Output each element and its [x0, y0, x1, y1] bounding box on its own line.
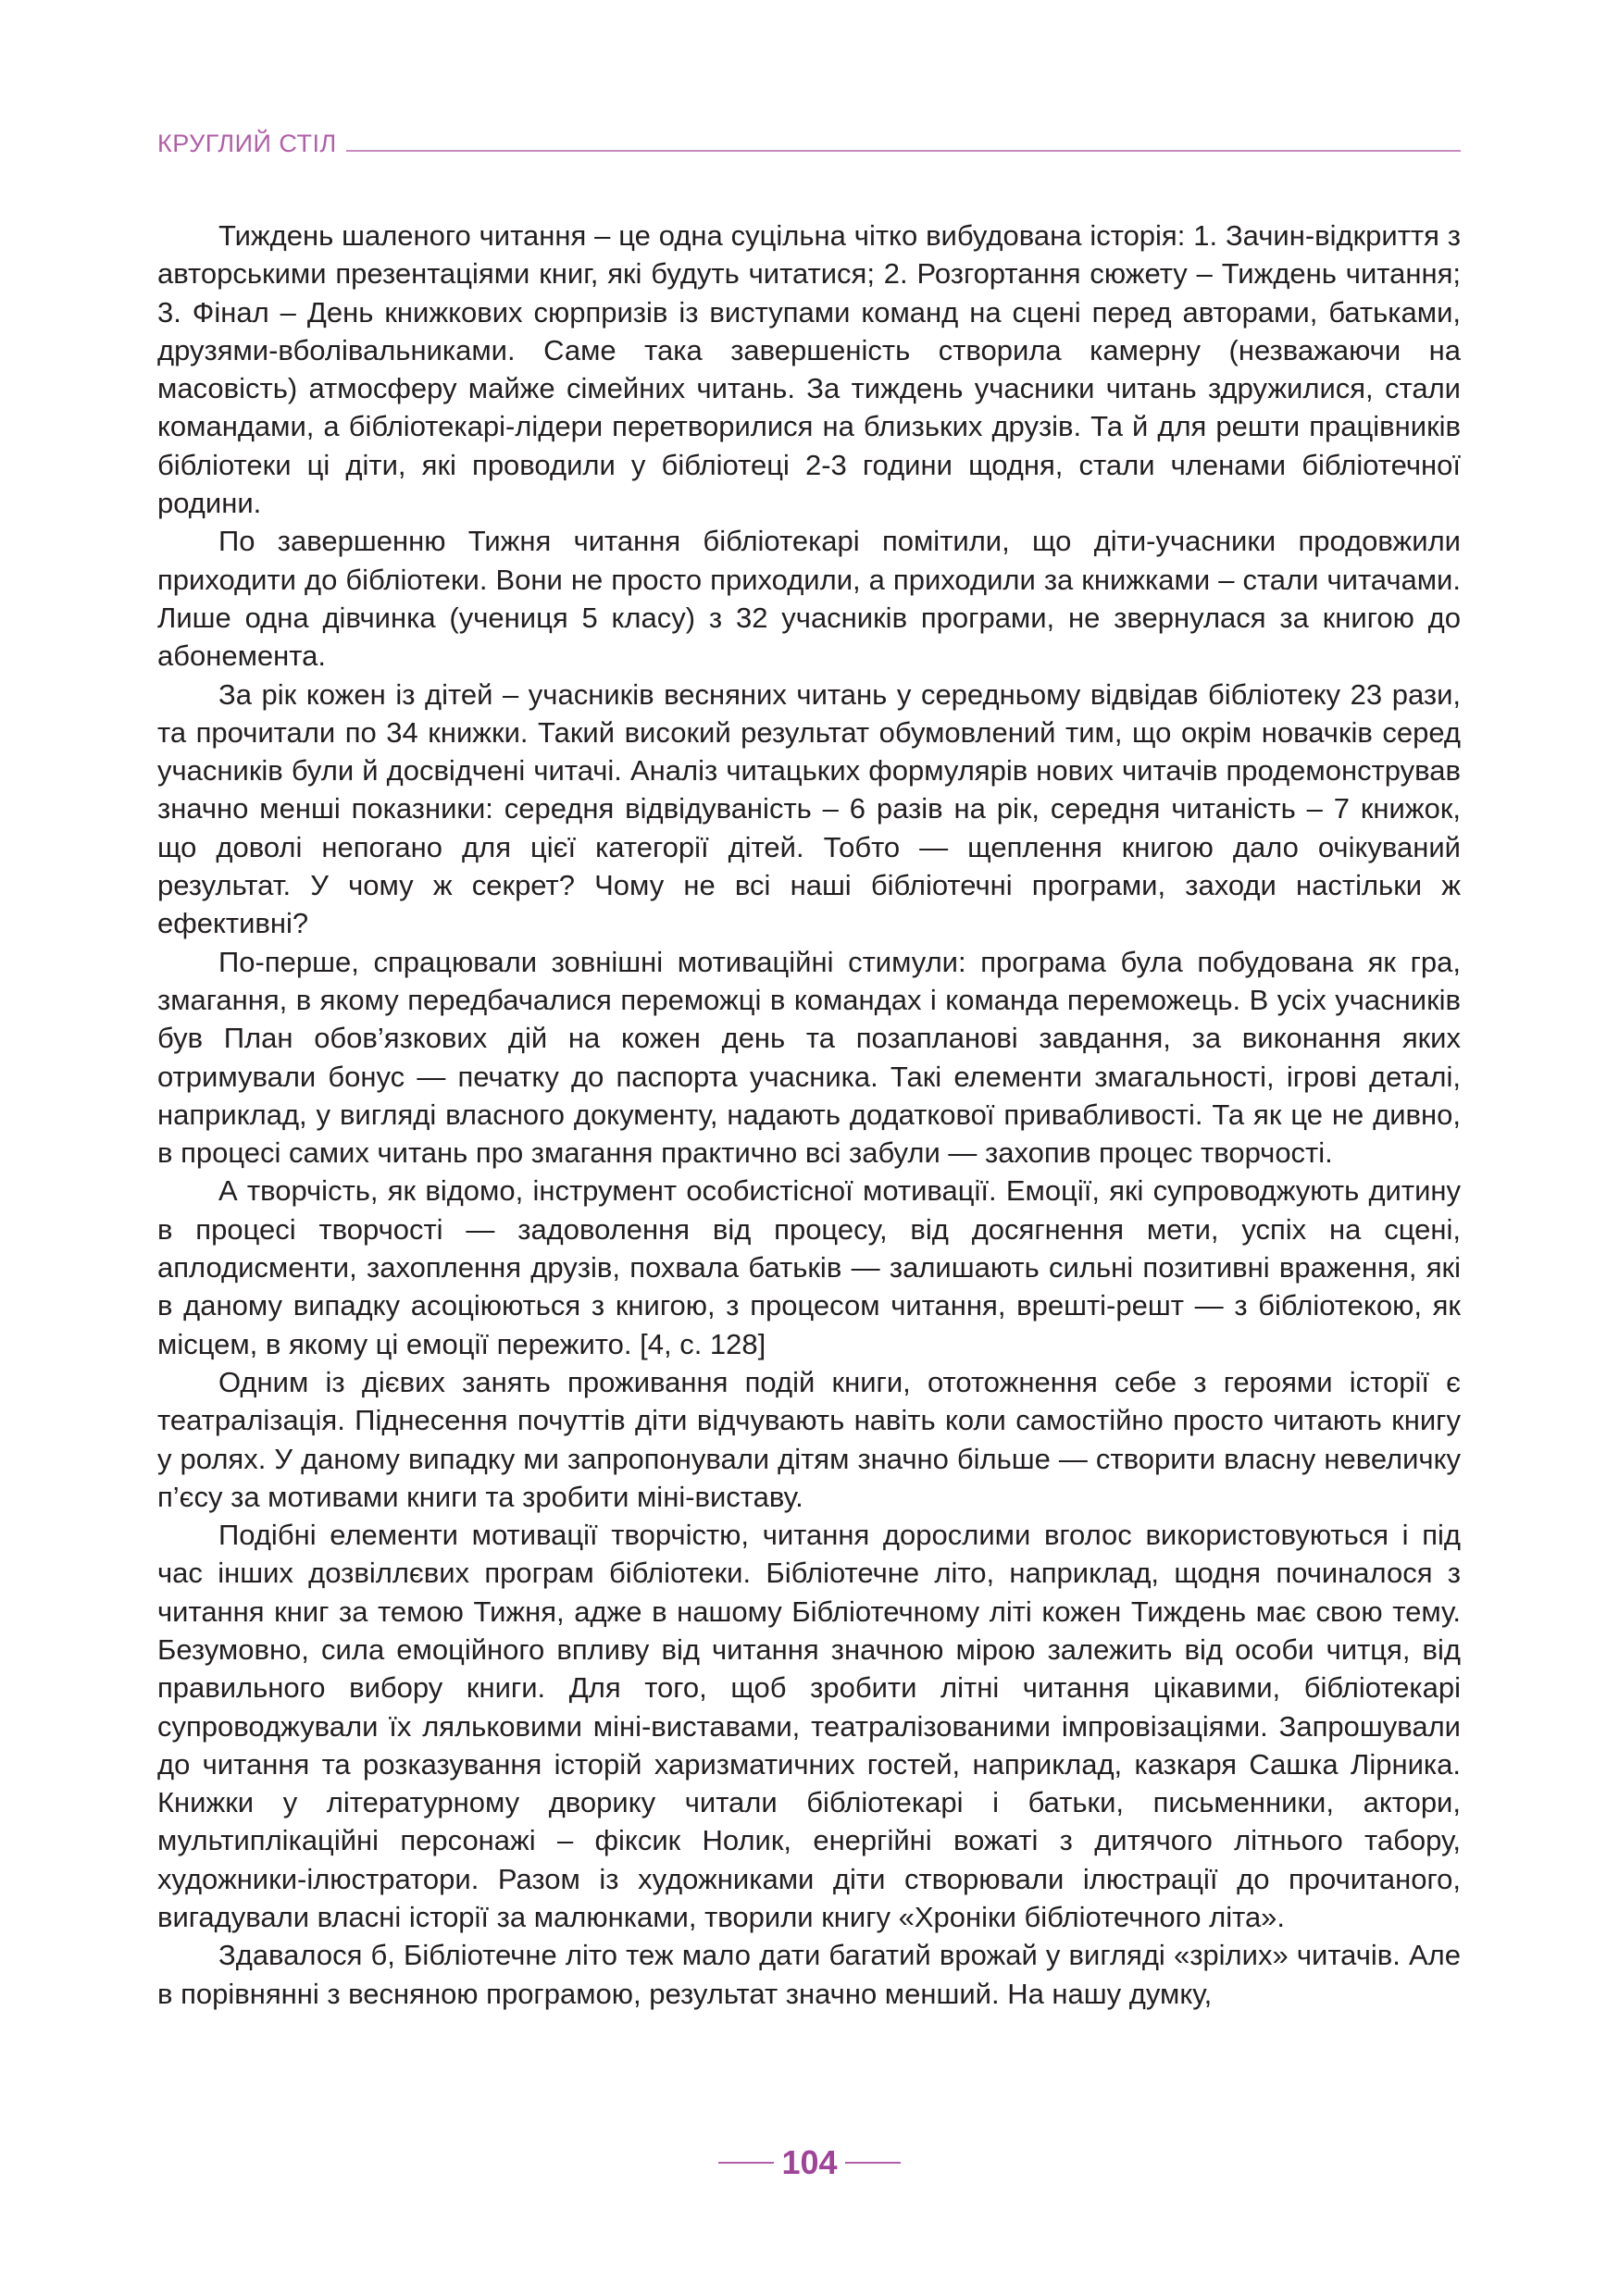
paragraph: Одним із дієвих занять проживання подій книги, ототожнення себе з героями історії є театралізація. Піднесення почуттів діти відчувають навіть коли самостійно просто читають книгу у ролях. У даному випадку ми запропонували дітям значно більше — створити власну невеличку п’єсу за мотивами книги та зробити міні-виставу.	[157, 1365, 1461, 1513]
paragraph: По-перше, спрацювали зовнішні мотиваційні стимули: програма була побудована як гра, змагання, в якому передбачалися переможці в командах і команда переможець. В усіх учасників був План обов’язкових дій на кожен день та позапланові завдання, за виконання яких отримували бонус — печатку до паспорта учасника. Такі елементи змагальності, ігрові деталі, наприклад, у вигляді власного документу, надають додаткової привабливості. Та як це не дивно, в процесі самих читань про змагання практично всі забули — захопив процес творчості.	[157, 945, 1461, 1170]
paragraph: По завершенню Тижня читання бібліотекарі помітили, що діти-учасники продовжили приходити до бібліотеки. Вони не просто приходили, а приходили за книжками – стали читачами. Лише одна дівчинка (учениця 5 класу) з 32 учасників програми, не звернулася за книгою до абонемента.	[157, 525, 1461, 673]
page-footer	[0, 2140, 1619, 2186]
footer-rule-right	[845, 2162, 901, 2164]
paragraph: Тиждень шаленого читання – це одна суцільна чітко вибудована історія: 1. Зачин-відкриття з авторськими презентаціями книг, які будуть читатися; 2. Розгортання сюжету – Тиждень читання; 3. Фінал – День книжкових сюрпризів із виступами команд на сцені перед авторами, батьками, друзями-вболівальниками. Саме така завершеність створила камерну (незважаючи на масовість) атмосферу майже сімейних читань. За тиждень учасники читань здружилися, стали командами, а бібліотекарі-лідери перетворилися на близьких друзів. Та й для решти працівників бібліотеки ці діти, які проводили у бібліотеці 2-3 години щодня, стали членами бібліотечної родини.	[157, 219, 1461, 520]
footer-rule-left	[718, 2162, 774, 2164]
running-header	[157, 124, 1461, 157]
page-number: 104	[781, 2143, 838, 2181]
paragraph: Здавалося б, Бібліотечне літо теж мало дати багатий врожай у вигляді «зрілих» читачів. Але в порівнянні з весняною програмою, результат значно менший. На нашу думку,	[157, 1939, 1461, 2010]
paragraph: Подібні елементи мотивації творчістю, читання дорослими вголос використовуються і під час інших дозвіллєвих програм бібліотеки. Бібліотечне літо, наприклад, щодня починалося з читання книг за темою Тижня, адже в нашому Бібліотечному літі кожен Тиждень має свою тему. Безумовно, сила емоційного впливу від читання значною мірою залежить від особи читця, від правильного вибору книги. Для того, щоб зробити літні читання цікавими, бібліотекарі супроводжували їх ляльковими міні-виставами, театралізованими імпровізаціями. Запрошували до читання та розказування історій харизматичних гостей, наприклад, казкаря Сашка Лірника. Книжки у літературному дворику читали бібліотекарі і батьки, письменники, актори, мультиплікаційні персонажі – фіксик Нолик, енергійні вожаті з дитячого літнього табору, художники-ілюстратори. Разом із художниками діти створювали ілюстрації до прочитаного, вигадували власні історії за малюнками, творили книгу «Хроніки бібліотечного літа».	[157, 1519, 1461, 1934]
article-body	[157, 217, 1461, 2104]
section-title: КРУГЛИЙ СТІЛ	[157, 130, 337, 157]
paragraph: За рік кожен із дітей – учасників весняних читань у середньому відвідав бібліотеку 23 рази, та прочитали по 34 книжки. Такий високий результат обумовлений тим, що окрім новачків серед учасників були й досвідчені читачі. Аналіз читацьких формулярів нових читачів продемонстрував значно менші показники: середня відвідуваність – 6 разів на рік, середня читаність – 7 книжок, що доволі непогано для цієї категорії дітей. Тобто — щеплення книгою дало очікуваний результат. У чому ж секрет? Чому не всі наші бібліотечні програми, заходи настільки ж ефективні?	[157, 677, 1461, 940]
header-rule	[346, 150, 1461, 152]
paragraph: А творчість, як відомо, інструмент особистісної мотивації. Емоції, які супроводжують дитину в процесі творчості — задоволення від процесу, від досягнення мети, успіх на сцені, аплодисменти, захоплення друзів, похвала батьків — залишають сильні позитивні враження, які в даному випадку асоціюються з книгою, з процесом читання, врешті-решт — з бібліотекою, як місцем, в якому ці емоції пережито. [4, с. 128]	[157, 1174, 1461, 1360]
